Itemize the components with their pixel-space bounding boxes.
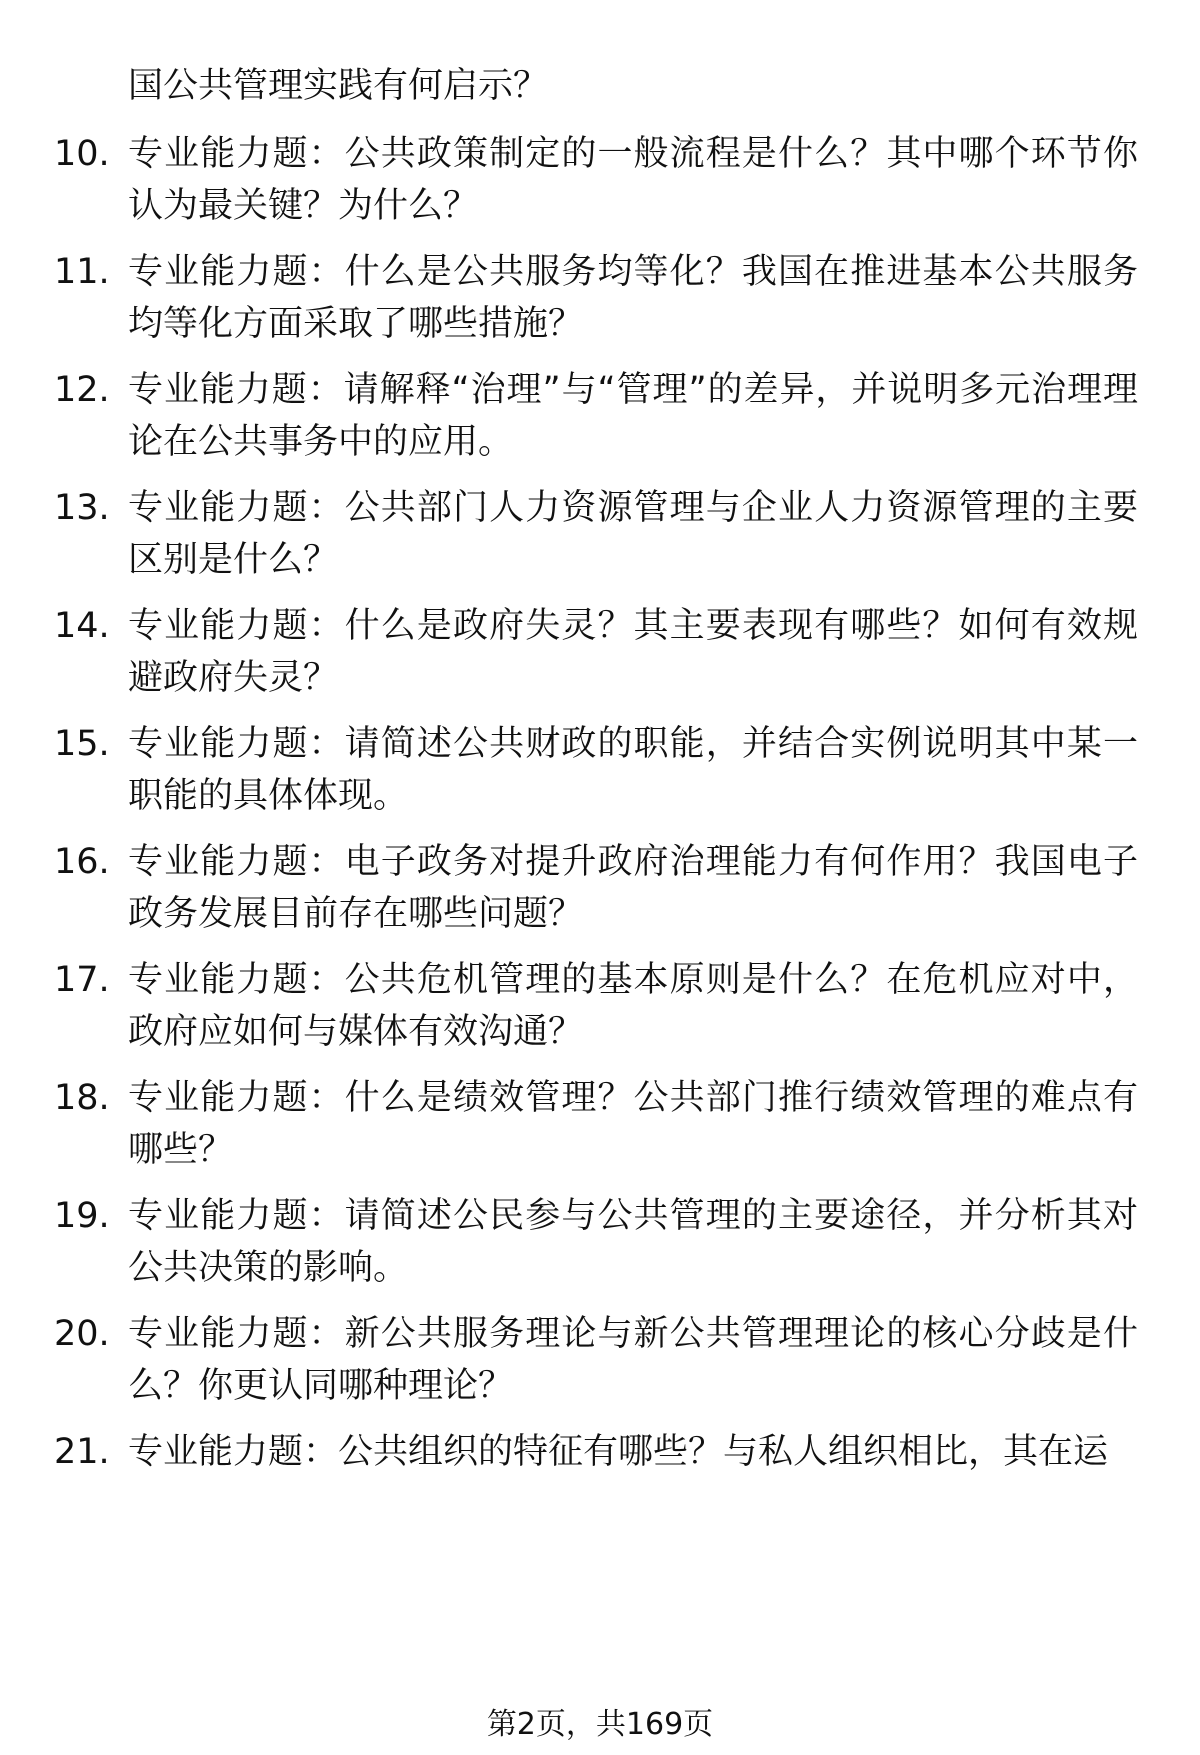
question-number: 13. [54, 488, 110, 528]
question-text: 专业能力题：请简述公共财政的职能，并结合实例说明其中某一职能的具体体现。 [128, 724, 1138, 816]
question-item [54, 364, 1138, 468]
question-item [54, 600, 1138, 704]
question-item [54, 1072, 1138, 1176]
question-number: 18. [54, 1078, 110, 1118]
question-number: 14. [54, 606, 110, 646]
question-text: 专业能力题：公共危机管理的基本原则是什么？在危机应对中，政府应如何与媒体有效沟通？ [128, 960, 1138, 1052]
question-text: 专业能力题：电子政务对提升政府治理能力有何作用？我国电子政务发展目前存在哪些问题？ [128, 842, 1138, 934]
question-number: 11. [54, 252, 110, 292]
question-text: 专业能力题：请解释“治理”与“管理”的差异，并说明多元治理理论在公共事务中的应用。 [128, 370, 1138, 462]
question-item [54, 718, 1138, 822]
question-text: 专业能力题：新公共服务理论与新公共管理理论的核心分歧是什么？你更认同哪种理论？ [128, 1314, 1138, 1406]
question-text: 专业能力题：公共组织的特征有哪些？与私人组织相比，其在运 [128, 1432, 1109, 1472]
question-number: 12. [54, 370, 110, 410]
question-text: 专业能力题：什么是公共服务均等化？我国在推进基本公共服务均等化方面采取了哪些措施？ [128, 252, 1138, 344]
question-text: 专业能力题：什么是政府失灵？其主要表现有哪些？如何有效规避政府失灵？ [128, 606, 1138, 698]
question-number: 20. [54, 1314, 110, 1354]
question-item [54, 246, 1138, 350]
question-number: 21. [54, 1432, 110, 1472]
question-text: 专业能力题：公共政策制定的一般流程是什么？其中哪个环节你认为最关键？为什么？ [128, 134, 1138, 226]
continuation-text: 国公共管理实践有何启示？ [128, 66, 549, 106]
question-item [54, 954, 1138, 1058]
question-number: 15. [54, 724, 110, 764]
question-text: 专业能力题：公共部门人力资源管理与企业人力资源管理的主要区别是什么？ [128, 488, 1138, 580]
question-item [54, 1190, 1138, 1294]
question-number: 16. [54, 842, 110, 882]
question-number: 10. [54, 134, 110, 174]
question-item [54, 128, 1138, 232]
page-footer: 第2页，共169页 [486, 1707, 714, 1742]
question-item [54, 1308, 1138, 1412]
question-item [54, 1426, 1134, 1478]
question-text: 专业能力题：什么是绩效管理？公共部门推行绩效管理的难点有哪些？ [128, 1078, 1138, 1170]
question-item [54, 482, 1138, 586]
question-text: 专业能力题：请简述公民参与公共管理的主要途径，并分析其对公共决策的影响。 [128, 1196, 1138, 1288]
question-item [54, 836, 1138, 940]
question-number: 17. [54, 960, 110, 1000]
question-number: 19. [54, 1196, 110, 1236]
